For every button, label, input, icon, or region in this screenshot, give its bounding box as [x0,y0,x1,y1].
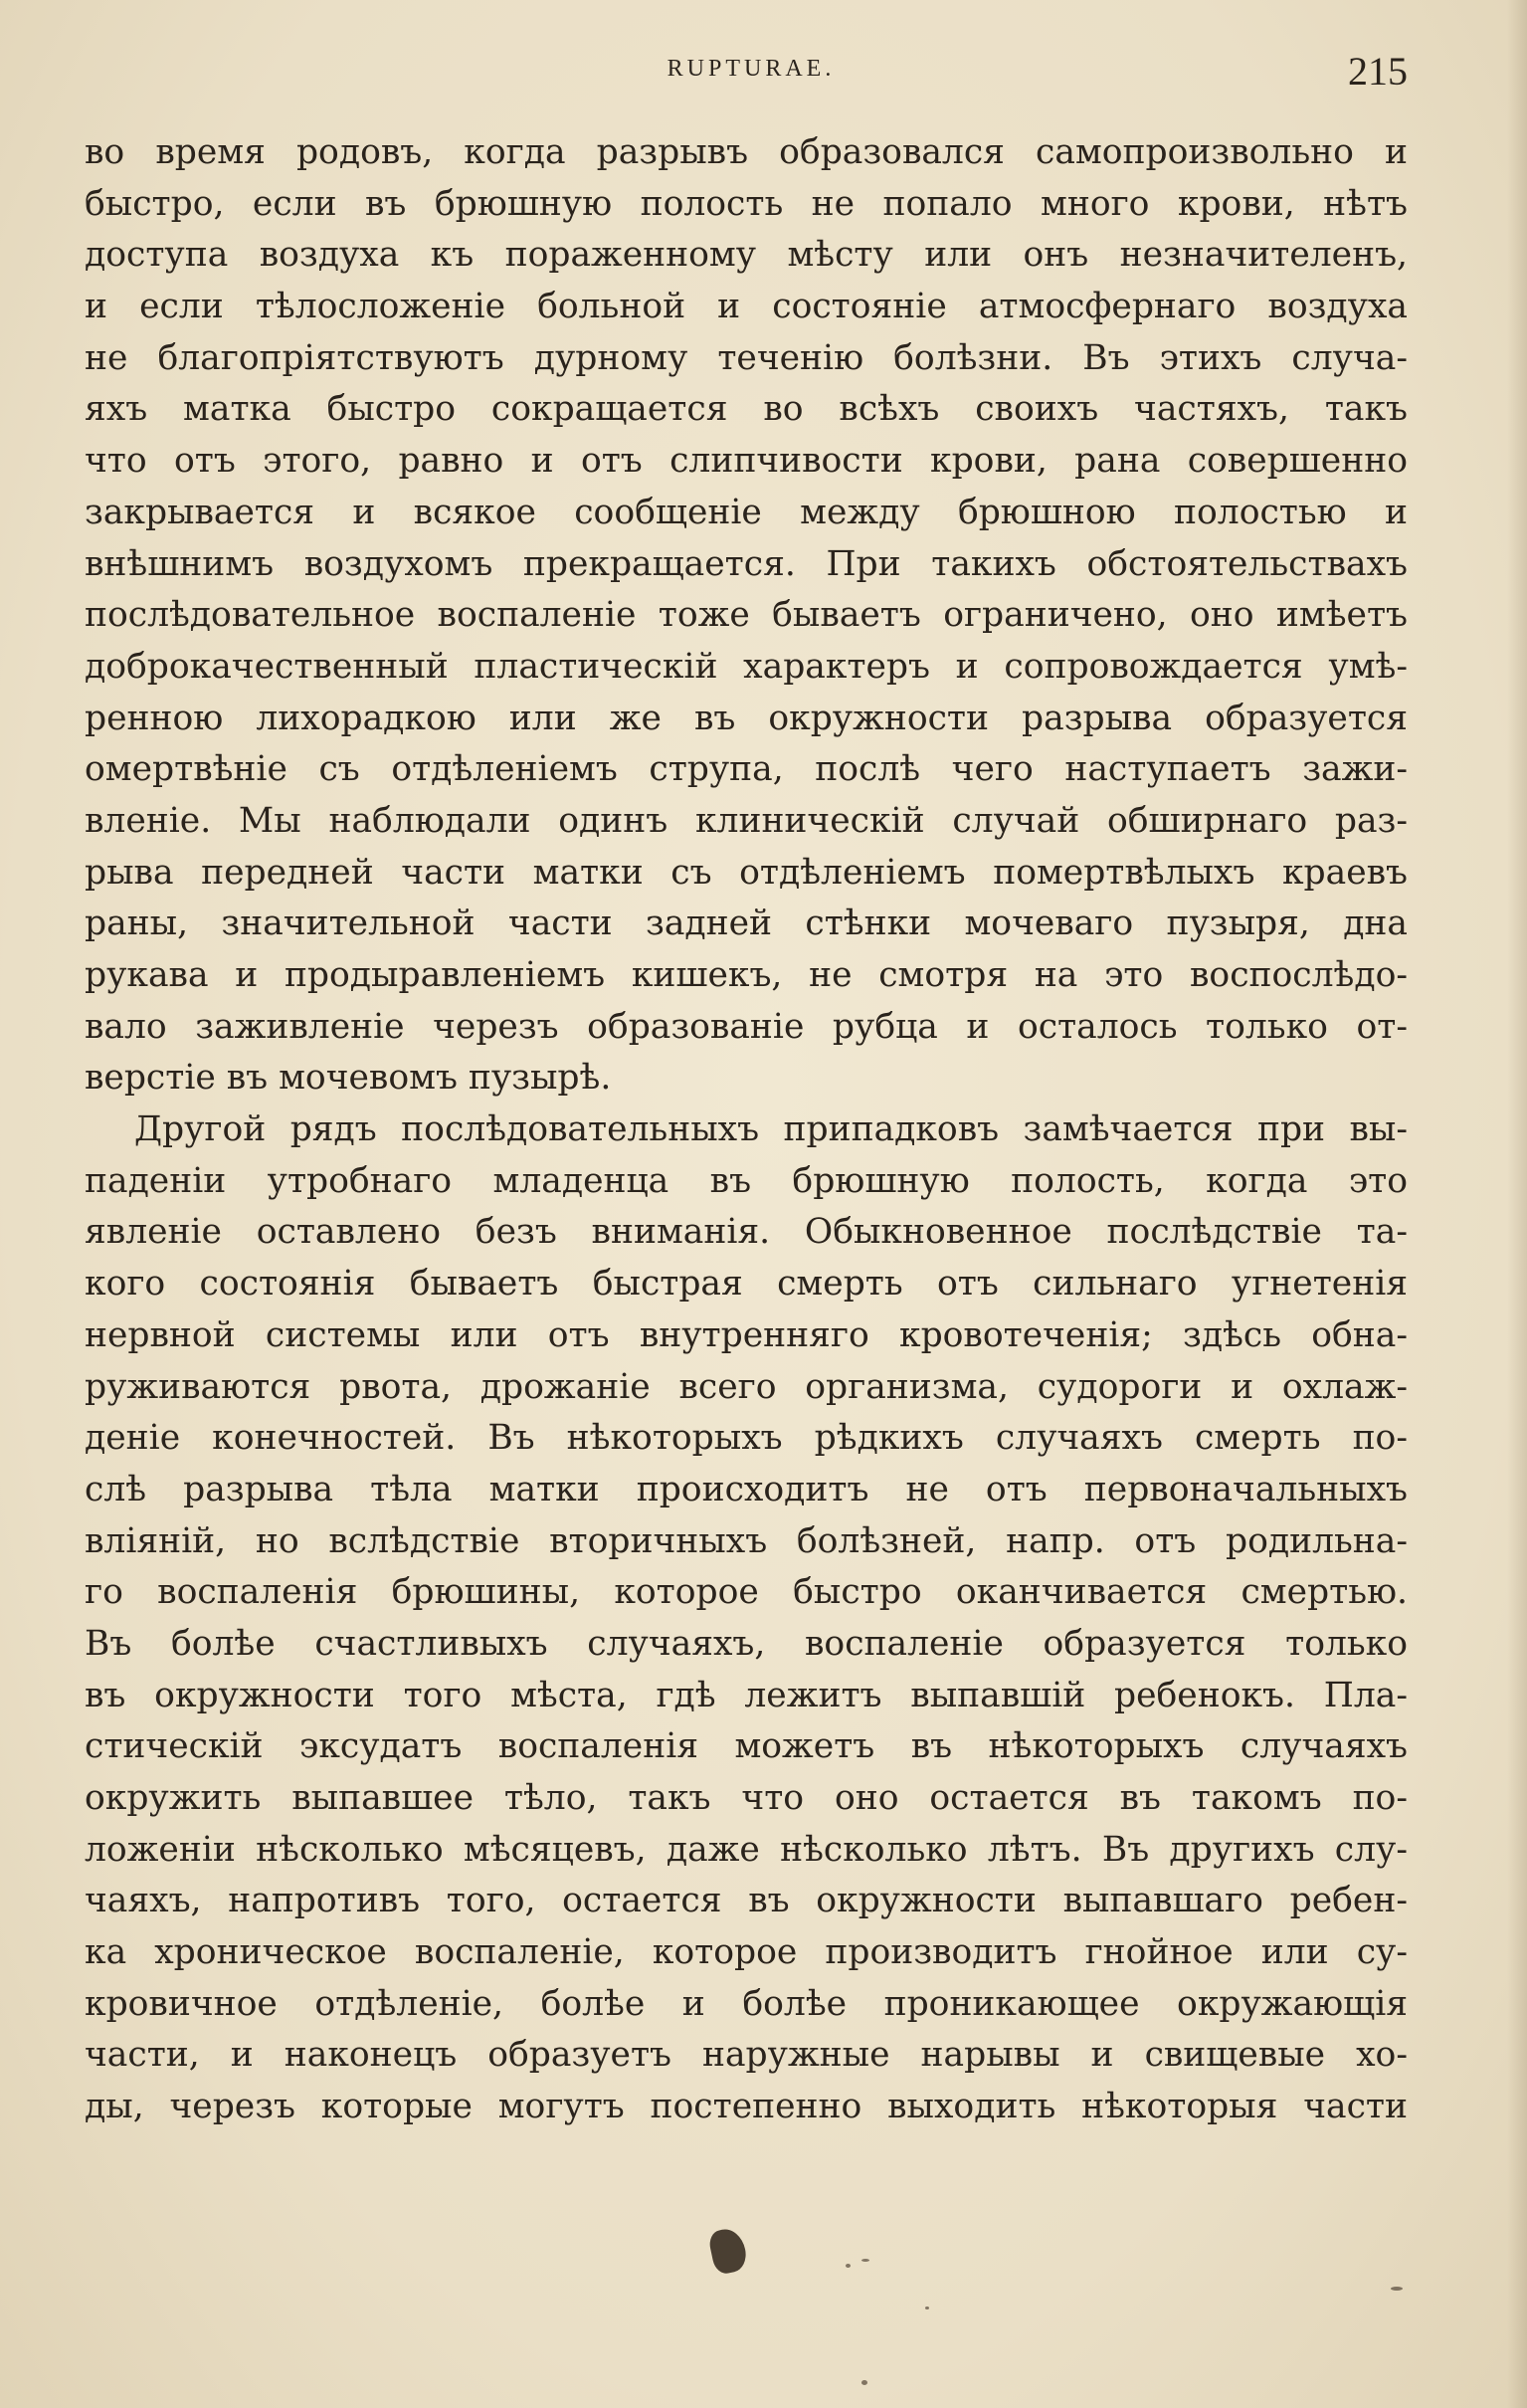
ink-speck [1391,2287,1403,2291]
text-line: кровичное отдѣленіе, болѣе и болѣе проникающее окружающія [85,1983,1408,2024]
ink-speck [861,2259,869,2262]
running-head: RUPTURAE. [667,56,836,82]
text-line: окружить выпавшее тѣло, такъ что оно остается въ такомъ по- [85,1778,1408,1818]
body-text [85,127,1408,2133]
paragraph-end-line: верстіе въ мочевомъ пузырѣ. [85,1058,612,1099]
text-line: омертвѣніе съ отдѣленіемъ струпа, послѣ чего наступаетъ зажи- [85,749,1408,790]
text-line: ренною лихорадкою или же въ окружности разрыва образуется [85,698,1408,738]
text-line: Въ болѣе счастливыхъ случаяхъ, воспаленіе образуется только [85,1623,1408,1664]
text-line: кого состоянія бываетъ быстрая смерть отъ сильнаго угнетенія [85,1264,1408,1304]
text-line: и если тѣлосложеніе больной и состояніе атмосфернаго воздуха [85,287,1408,327]
text-line: ка хроническое воспаленіе, которое производитъ гнойное или су- [85,1932,1408,1973]
text-line: рукава и продыравленіемъ кишекъ, не смотря на это воспослѣдо- [85,955,1408,995]
text-line: послѣдовательное воспаленіе тоже бываетъ ограничено, оно имѣетъ [85,595,1408,636]
text-line: части, и наконецъ образуетъ наружные нарывы и свищевые хо- [85,2035,1408,2076]
text-line: доступа воздуха къ пораженному мѣсту или онъ незначителенъ, [85,235,1408,276]
text-line: вліяній, но вслѣдствіе вторичныхъ болѣзней, напр. отъ родильна- [85,1520,1408,1561]
text-line: паденіи утробнаго младенца въ брюшную полость, когда это [85,1160,1408,1201]
text-line: го воспаленія брюшины, которое быстро оканчивается смертью. [85,1572,1408,1613]
text-line: нервной системы или отъ внутренняго кровотеченія; здѣсь обна- [85,1314,1408,1355]
ink-speck [861,2380,867,2385]
paragraph-start-line: Другой рядъ послѣдовательныхъ припадковъ замѣчается при вы- [134,1109,1408,1150]
text-line: во время родовъ, когда разрывъ образовался самопроизвольно и [85,132,1408,172]
text-line: вленіе. Мы наблюдали одинъ клиническій случай обширнаго раз- [85,800,1408,841]
text-line: ложеніи нѣсколько мѣсяцевъ, даже нѣсколько лѣтъ. Въ другихъ слу- [85,1829,1408,1870]
text-line: рыва передней части матки съ отдѣленіемъ помертвѣлыхъ краевъ [85,852,1408,893]
text-line: быстро, если въ брюшную полость не попало много крови, нѣтъ [85,183,1408,224]
text-line: руживаются рвота, дрожаніе всего организма, судороги и охлаж- [85,1366,1408,1407]
text-line: раны, значительной части задней стѣнки мочеваго пузыря, дна [85,903,1408,944]
text-line: закрывается и всякое сообщеніе между брюшною полостью и [85,492,1408,532]
text-line: явленіе оставлено безъ вниманія. Обыкновенное послѣдствіе та- [85,1212,1408,1253]
text-line: не благопріятствуютъ дурному теченію болѣзни. Въ этихъ случа- [85,337,1408,378]
ink-speck [846,2264,851,2268]
text-line: яхъ матка быстро сокращается во всѣхъ своихъ частяхъ, такъ [85,389,1408,430]
text-line: въ окружности того мѣста, гдѣ лежитъ выпавшій ребенокъ. Пла- [85,1675,1408,1715]
page-edge-shadow [1507,0,1527,2408]
page-header [95,48,1408,98]
text-line: ды, черезъ которые могутъ постепенно выходить нѣкоторыя части [85,2087,1408,2127]
text-line: внѣшнимъ воздухомъ прекращается. При такихъ обстоятельствахъ [85,543,1408,584]
text-line: доброкачественный пластическій характеръ и сопровождается умѣ- [85,646,1408,687]
text-line: стическій эксудатъ воспаленія можетъ въ нѣкоторыхъ случаяхъ [85,1726,1408,1767]
ink-speck [925,2307,929,2309]
text-line: деніе конечностей. Въ нѣкоторыхъ рѣдкихъ случаяхъ смерть по- [85,1418,1408,1459]
text-line: чаяхъ, напротивъ того, остается въ окружности выпавшаго ребен- [85,1881,1408,1921]
text-line: что отъ этого, равно и отъ слипчивости крови, рана совершенно [85,441,1408,482]
text-line: слѣ разрыва тѣла матки происходитъ не отъ первоначальныхъ [85,1469,1408,1509]
text-line: вало заживленіе черезъ образованіе рубца и осталось только от- [85,1006,1408,1047]
page-number: 215 [1348,49,1408,94]
